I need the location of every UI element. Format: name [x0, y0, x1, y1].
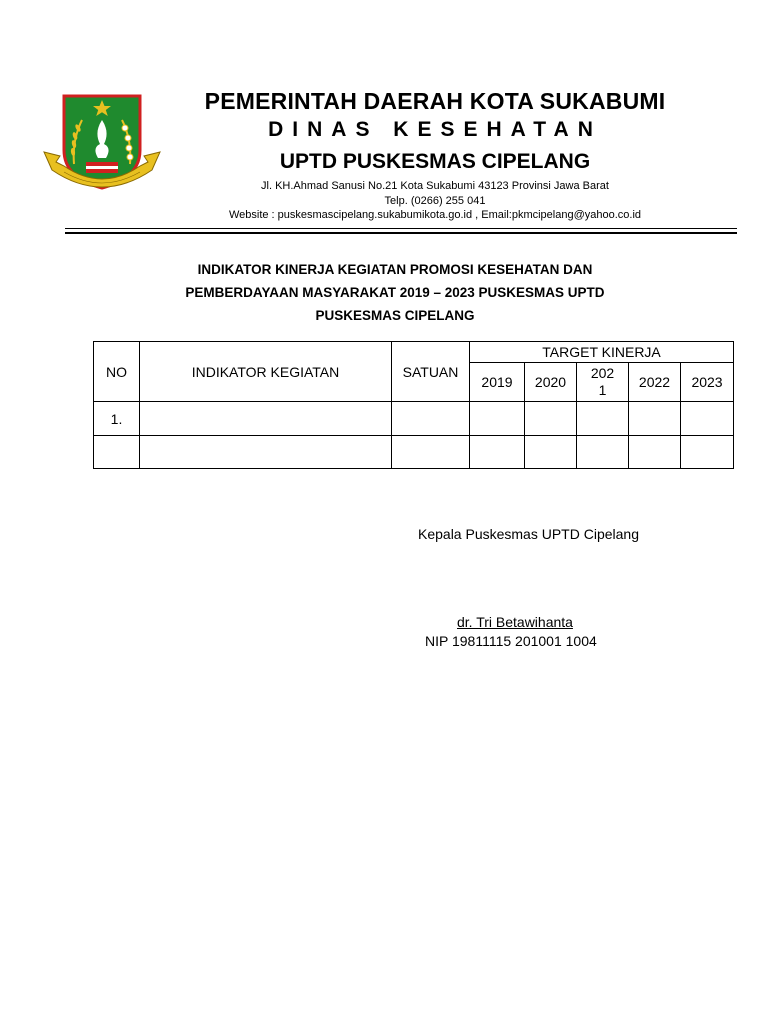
- document-title-line-3: PUSKESMAS CIPELANG: [315, 308, 475, 323]
- row-1-2023: [681, 402, 734, 436]
- row-1-2019: [470, 402, 525, 436]
- header-department-name: DINAS KESEHATAN: [268, 118, 602, 141]
- header-unit-name: UPTD PUSKESMAS CIPELANG: [279, 150, 591, 173]
- row-2-no: [94, 436, 140, 469]
- header-website-email: Website : puskesmascipelang.sukabumikota.go.id , Email:pkmcipelang@yahoo.co.id: [228, 209, 642, 221]
- header-phone: Telp. (0266) 255 041: [384, 195, 486, 207]
- row-1-indikator: [140, 402, 392, 436]
- row-2-2019: [470, 436, 525, 469]
- row-1-2022: [629, 402, 681, 436]
- header-no: NO: [94, 342, 140, 402]
- row-2-indikator: [140, 436, 392, 469]
- document-title-line-1: INDIKATOR KINERJA KEGIATAN PROMOSI KESEHATAN DAN: [197, 262, 593, 277]
- row-1-satuan: [392, 402, 470, 436]
- header-year-2020: 2020: [525, 363, 577, 402]
- row-2-2023: [681, 436, 734, 469]
- row-2-2021: [577, 436, 629, 469]
- row-2-2020: [525, 436, 577, 469]
- signature-position: Kepala Puskesmas UPTD Cipelang: [418, 526, 639, 542]
- header-address: Jl. KH.Ahmad Sanusi No.21 Kota Sukabumi 43123 Provinsi Jawa Barat: [261, 180, 609, 192]
- signature-name: dr. Tri Betawihanta: [457, 614, 573, 630]
- header-target-kinerja: TARGET KINERJA: [470, 342, 734, 363]
- header-year-2019: 2019: [470, 363, 525, 402]
- row-2-2022: [629, 436, 681, 469]
- header-year-2021: 202 1: [577, 363, 629, 402]
- row-1-no: 1.: [94, 402, 140, 436]
- header-year-2022: 2022: [629, 363, 681, 402]
- signature-nip: NIP 19811115 201001 1004: [425, 633, 597, 649]
- letterhead-divider-thick: [65, 232, 737, 234]
- table-row: [94, 402, 734, 436]
- document-title-line-2: PEMBERDAYAAN MASYARAKAT 2019 – 2023 PUSKESMAS UPTD: [185, 285, 605, 300]
- header-year-2023: 2023: [681, 363, 734, 402]
- header-government-name: PEMERINTAH DAERAH KOTA SUKABUMI: [204, 88, 666, 114]
- row-1-2020: [525, 402, 577, 436]
- table-row: [94, 436, 734, 469]
- header-satuan: SATUAN: [392, 342, 470, 402]
- header-indikator-kegiatan: INDIKATOR KEGIATAN: [140, 342, 392, 402]
- letterhead-divider-thin: [65, 228, 737, 229]
- city-emblem-logo: [42, 92, 162, 202]
- row-1-2021: [577, 402, 629, 436]
- row-2-satuan: [392, 436, 470, 469]
- performance-indicator-table: [93, 341, 734, 469]
